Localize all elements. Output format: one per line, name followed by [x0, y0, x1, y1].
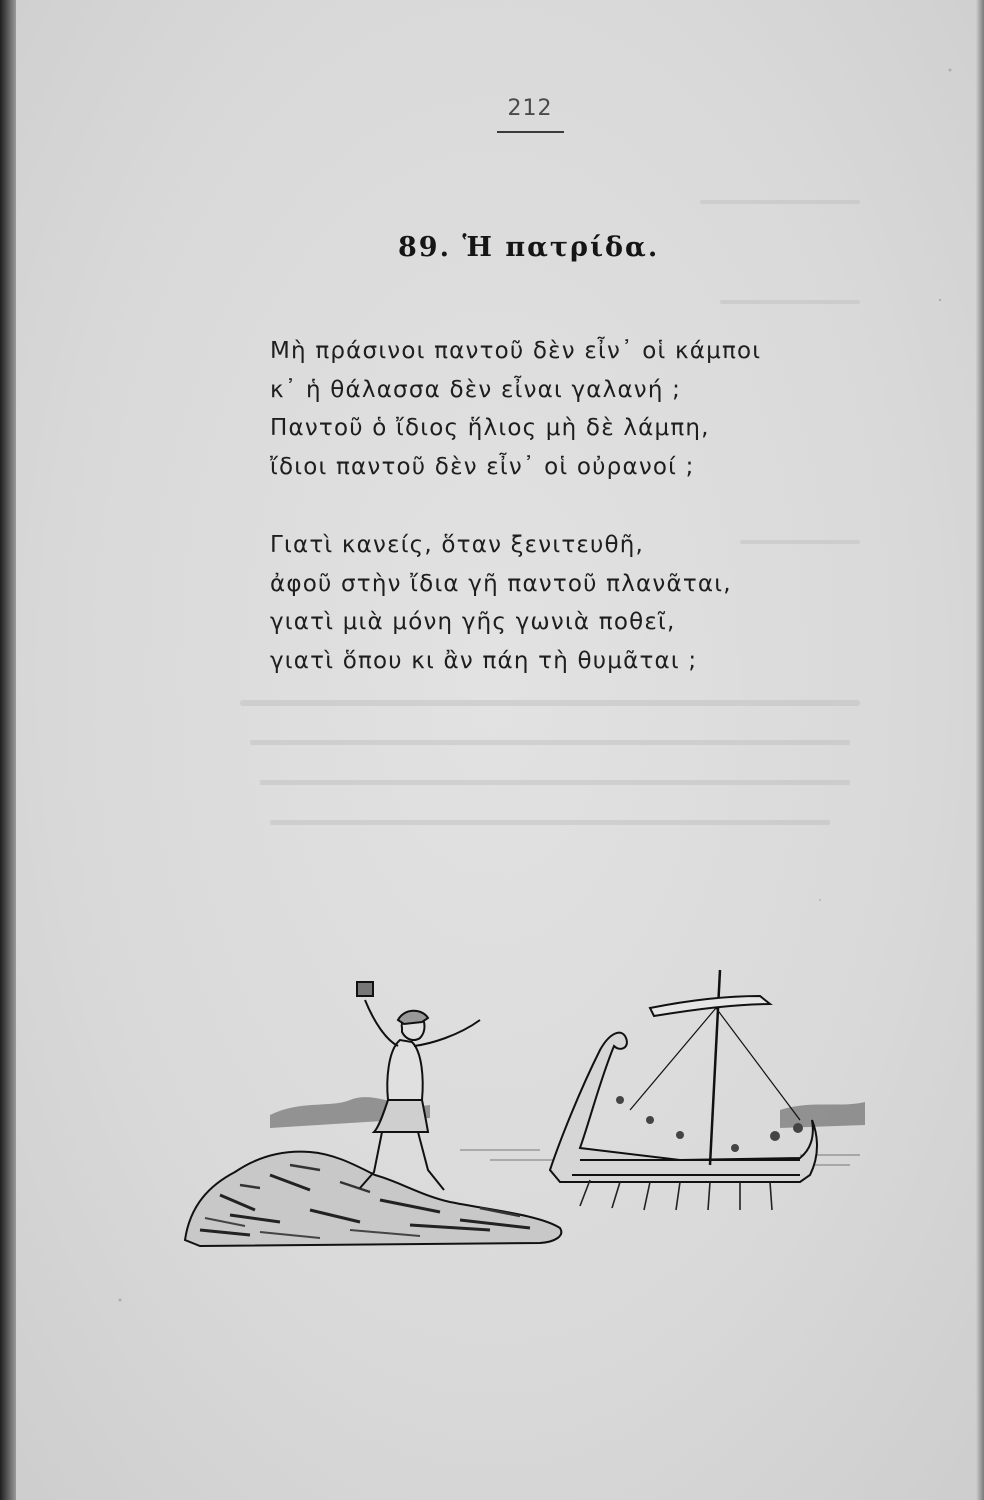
- stanza-1: [270, 332, 850, 486]
- engraving-illustration: [160, 960, 880, 1260]
- verse-line: γιατὶ μιὰ μόνη γῆς γωνιὰ ποθεῖ,: [270, 609, 676, 635]
- poem-title: 89. Ἡ πατρίδα.: [398, 232, 660, 263]
- man-figure: [356, 982, 480, 1190]
- verse-line: κ᾽ ἡ θάλασσα δὲν εἶναι γαλανή ;: [270, 376, 682, 403]
- stanza-2: [270, 526, 850, 680]
- page-edge-shadow: [976, 0, 984, 1500]
- verse-line: ἀφοῦ στὴν ἴδια γῆ παντοῦ πλανᾶται,: [270, 570, 732, 597]
- verse-line: Γιατὶ κανείς, ὅταν ξενιτευθῆ,: [270, 532, 645, 558]
- page-gutter-shadow: [0, 0, 16, 1500]
- verse-line: Μὴ πράσινοι παντοῦ δὲν εἶν᾽ οἱ κάμποι: [270, 338, 762, 364]
- verse-line: γιατὶ ὅπου κι ἂν πάη τὴ θυμᾶται ;: [270, 647, 698, 674]
- rock: [185, 1152, 561, 1246]
- page-number: 212: [507, 96, 553, 121]
- page-number-underline: [497, 131, 564, 133]
- verse-line: Παντοῦ ὁ ἴδιος ἥλιος μὴ δὲ λάμπη,: [270, 415, 710, 441]
- ship: [550, 970, 817, 1210]
- verse-line: ἴδιοι παντοῦ δὲν εἶν᾽ οἱ οὐρανοί ;: [270, 453, 695, 480]
